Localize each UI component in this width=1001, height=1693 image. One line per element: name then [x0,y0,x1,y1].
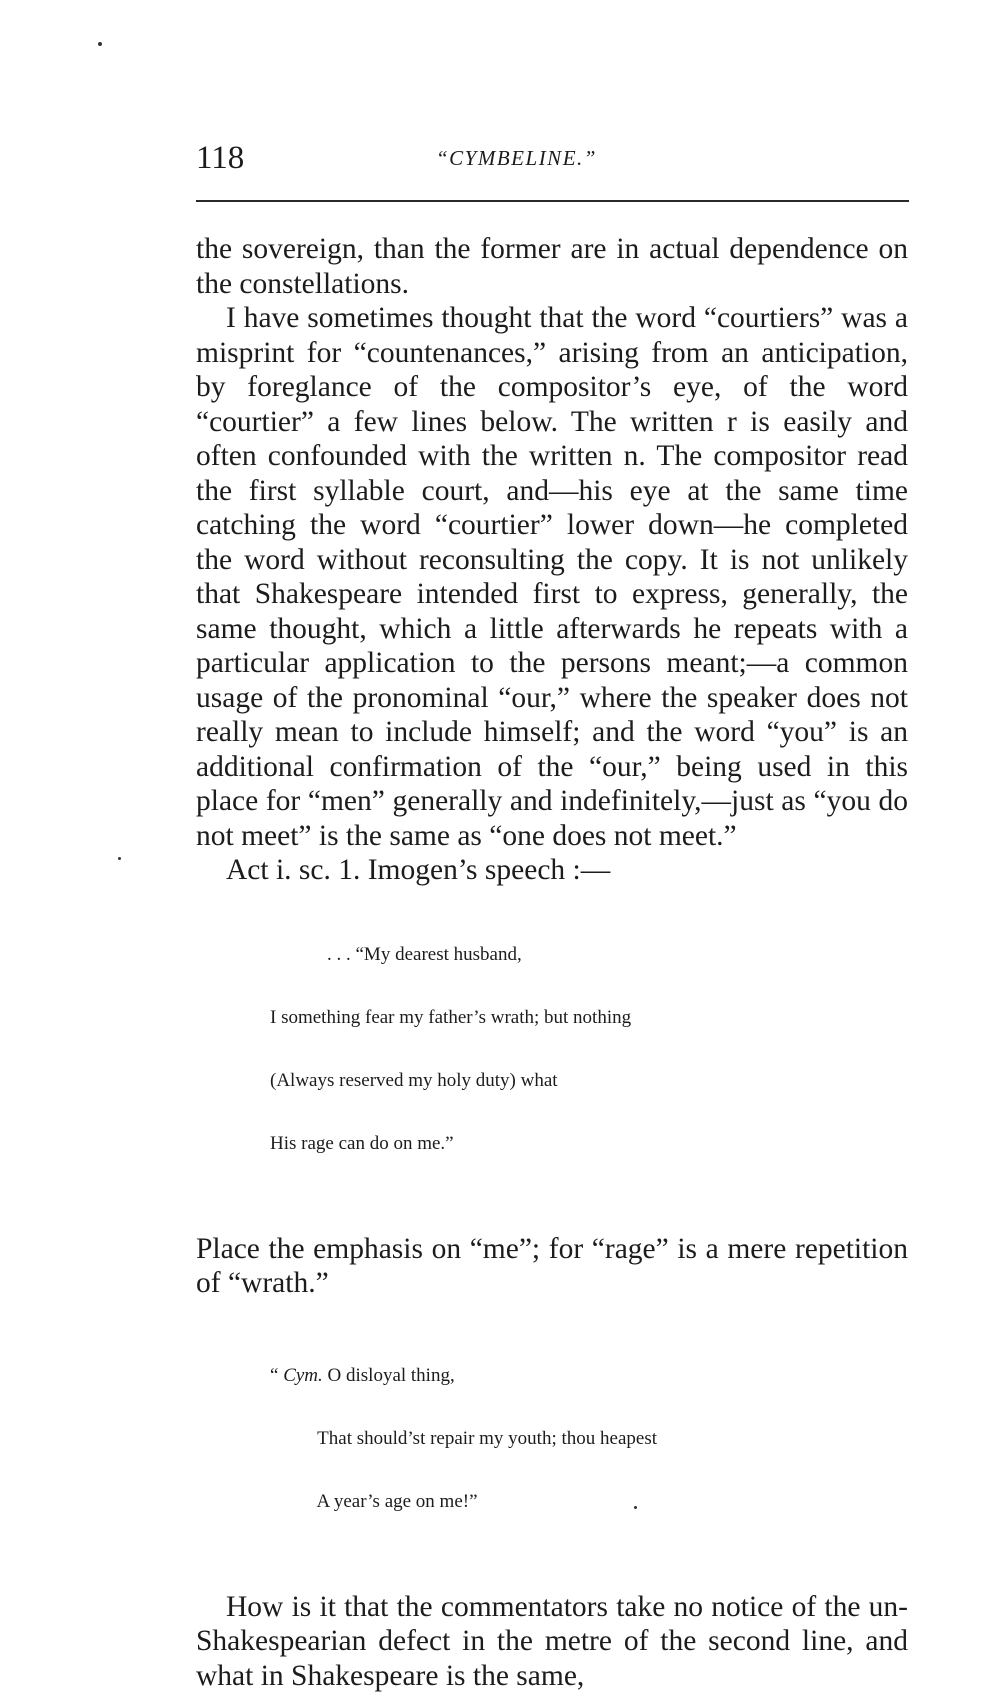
header-rule [196,200,909,202]
print-speck [118,857,121,860]
quote-line: A year’s age on me!” [270,1491,908,1512]
paragraph-metre: How is it that the commentators take no notice of the un-Shakespearian defect in the metre of the second line, and what in Shakespeare is the same, [196,1590,908,1693]
quote-line: His rage can do on me.” [270,1133,908,1154]
block-quote-cymbeline [196,1323,908,1554]
quote-text: O disloyal thing, [323,1365,455,1386]
paragraph-continued: the sovereign, than the former are in actual dependence on the constellations. [196,232,908,301]
page-header [196,136,908,180]
quote-line: That should’st repair my youth; thou heapest [270,1428,908,1449]
paragraph-emphasis: Place the emphasis on “me”; for “rage” is a mere repetition of “wrath.” [196,1232,908,1301]
paragraph-courtiers: I have sometimes thought that the word “courtiers” was a misprint for “countenances,” arising from an anticipation, by foreglance of the compositor’s eye, of the word “courtier” a few lines below. The written r is easily and often confounded with the written n. The compositor read the first syllable court, and—his eye at the same time catching the word “courtier” lower down—he completed the word without reconsulting the copy. It is not unlikely that Shakespeare intended first to express, generally, the same thought, which a little afterwards he repeats with a particular application to the persons meant;—a common usage of the pronominal “our,” where the speaker does not really mean to include himself; and the word “you” is an additional confirmation of the “our,” being used in this place for “men” generally and indefinitely,—just as “you do not meet” is the same as “one does not meet.” [196,301,908,853]
quote-line: (Always reserved my holy duty) what [270,1070,908,1091]
body-text [196,232,908,1693]
page-number: 118 [196,136,244,180]
print-speck [98,42,102,46]
print-speck [634,1506,637,1509]
block-quote-imogen [196,902,908,1196]
speaker-name: Cym. [283,1365,323,1386]
quote-line [270,1365,908,1386]
running-title: “CYMBELINE.” [436,140,597,176]
paragraph-act-reference: Act i. sc. 1. Imogen’s speech :— [196,853,908,888]
quote-line: I something fear my father’s wrath; but nothing [270,1007,908,1028]
quote-open-mark: “ [270,1365,283,1386]
quote-line: . . . “My dearest husband, [270,944,908,965]
